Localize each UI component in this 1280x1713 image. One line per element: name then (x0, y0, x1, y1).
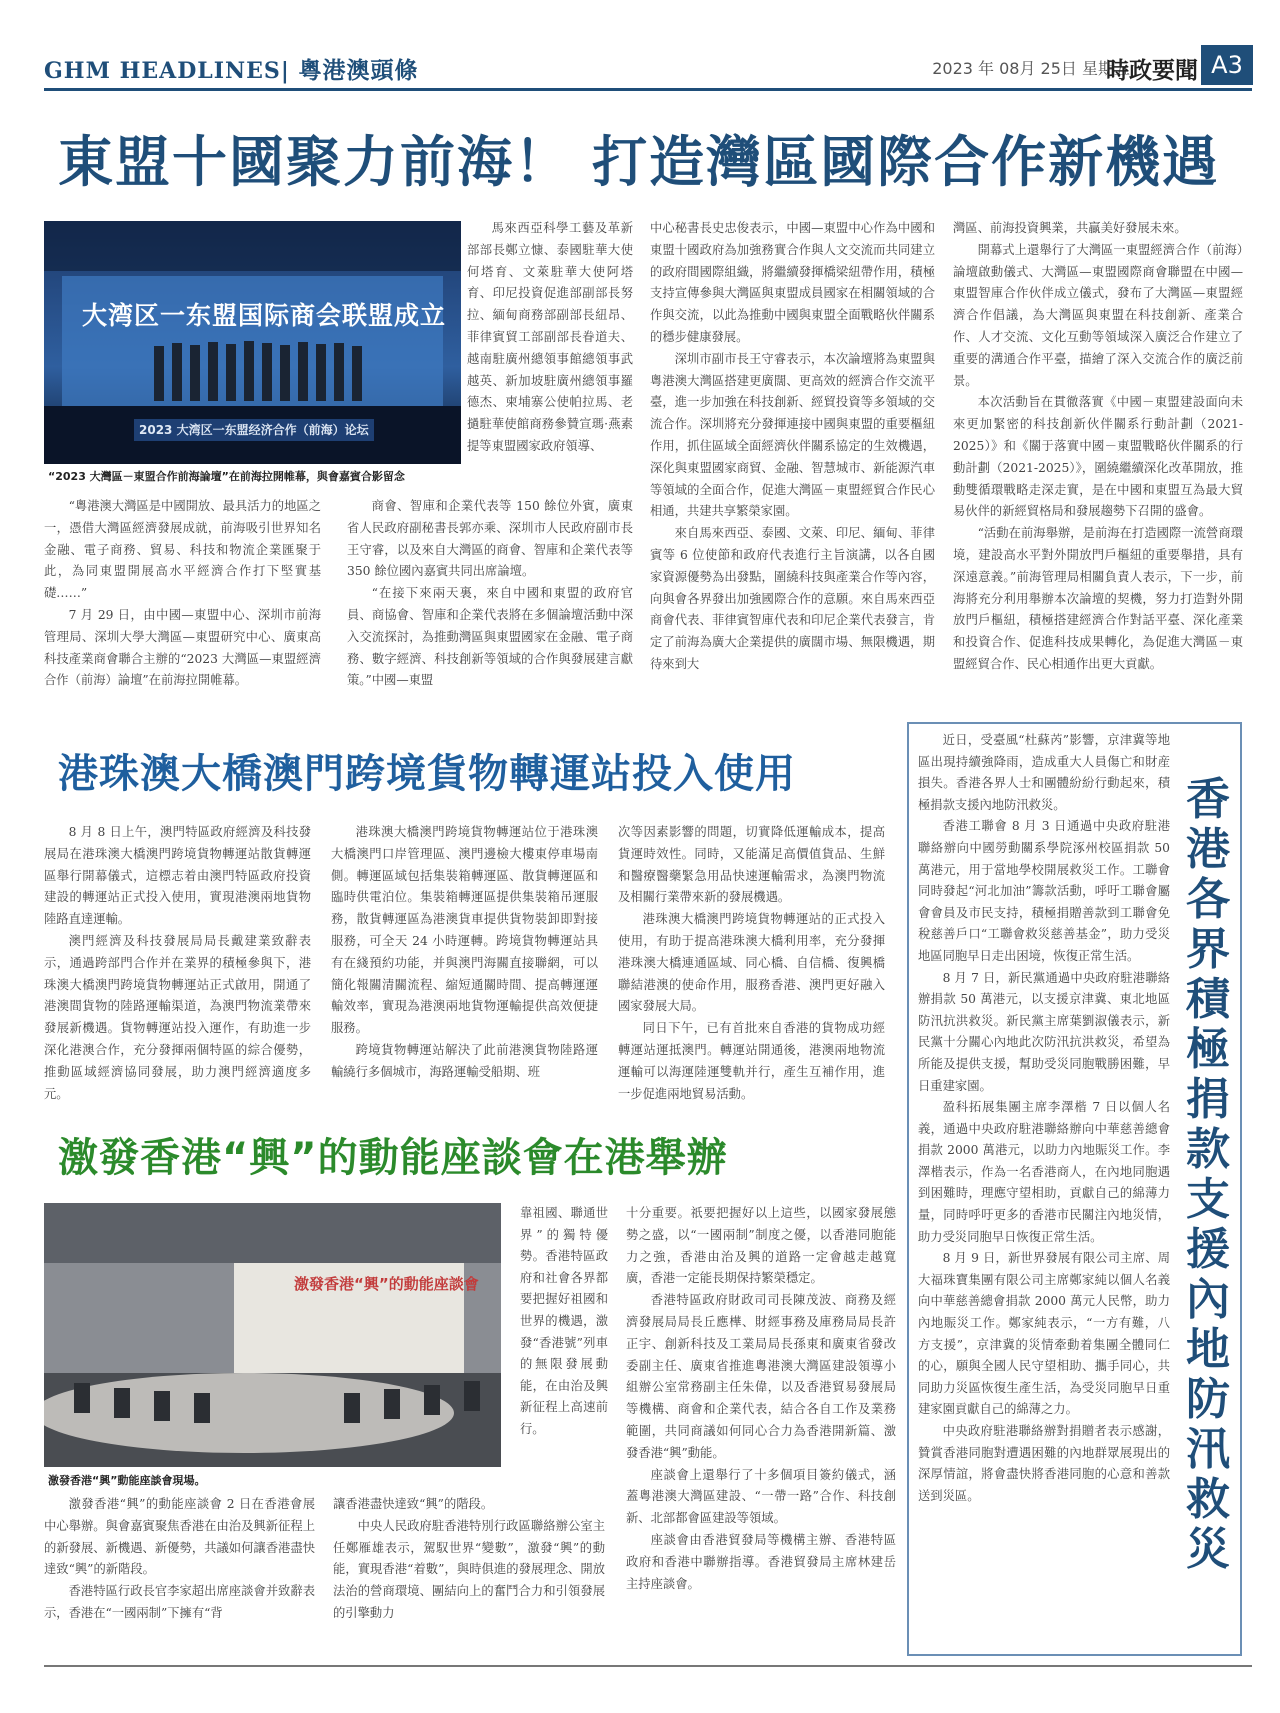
sidebar-title-char: 救 (1186, 1474, 1230, 1525)
paragraph: 十分重要。祇要把握好以上這些，以國家發展態勢之盛，以“一國兩制”制度之優，以香港同胞能力之強，香港由治及興的道路一定會越走越寬廣，香港一定能長期保持繁榮穩定。 (626, 1206, 896, 1286)
paragraph: “在接下來兩天裏，來自中國和東盟的政府官員、商協會、智庫和企業代表將在多個論壇活動中深入交流探討，為推動灣區與東盟國家在金融、電子商務、數字經濟、科技創新等領域的合作與發展建言獻策。”中國—東盟 (347, 586, 633, 688)
story1-caption: “2023 大灣區－東盟合作前海論壇”在前海拉開帷幕，與會嘉賓合影留念 (48, 470, 405, 483)
paragraph: 讓香港盡快達致“興”的階段。 (333, 1497, 494, 1511)
paragraph: “粵港澳大灣區是中國開放、最具活力的地區之一，憑借大灣區經濟發展成就，前海吸引世界知名金融、電子商務、貿易、科技和物流企業匯聚于此，為同東盟開展高水平經濟合作打下堅實基礎……” (44, 499, 321, 601)
paragraph: 深圳市副市長王守睿表示，本次論壇將為東盟與粵港澳大灣區搭建更廣闊、更高效的經濟合作交流平臺，進一步加強在科技創新、經貿投資等多領域的交流合作。深圳將充分發揮連接中國與東盟的重要樞紐作用，抓住區域全面經濟伙伴關系協定的生效機遇，深化與東盟國家商貿、金融、智慧城市、新能源汽車等領域的全面合作，促進大灣區－東盟經貿合作民心相通，共建共享繁榮家園。 (650, 351, 935, 519)
paragraph: 商會、智庫和企業代表等 150 餘位外賓，廣東省人民政府副秘書長郭亦乘、深圳市人民政府副市長王守睿，以及來自大灣區的商會、智庫和企業代表等 350 餘位國內嘉賓共同出席論壇。 (347, 499, 633, 579)
footer-rule (44, 1665, 1252, 1667)
paragraph: 靠祖國、聯通世界”的獨特優勢。香港特區政府和社會各界都要把握好祖國和世界的機遇，激發“香港號”列車的無限發展動能，在由治及興新征程上高速前行。 (520, 1206, 608, 1436)
story3-col-b (333, 1494, 605, 1659)
story1-col-b-upper (467, 218, 633, 494)
story1-col-c (650, 218, 935, 706)
story1-photo-banner: 大湾区一东盟国际商会联盟成立 (82, 301, 447, 330)
paragraph: 港珠澳大橋澳門跨境貨物轉運站的正式投入使用，有助于提高港珠澳大橋利用率，充分發揮港珠澳大橋連通區域、同心橋、自信橋、復興橋聯結港澳的使命作用，服務香港、澳門更好融入國家發展大局。 (618, 912, 885, 1014)
sidebar-title-char: 援 (1186, 1224, 1230, 1275)
story1-col-a (44, 496, 321, 706)
paragraph: 8 月 7 日，新民黨通過中央政府駐港聯絡辦捐款 50 萬港元，以支援京津冀、東北地區防汛抗洪救災。新民黨主席葉劉淑儀表示，新民黨十分關心內地此次防汛抗洪救災，希望為所能及提供支援，幫助受災同胞戰勝困難，早日重建家園。 (918, 970, 1170, 1093)
sidebar-title-char: 支 (1186, 1174, 1230, 1225)
story3-headline: 激發香港“興”的動能座談會在港舉辦 (58, 1135, 728, 1181)
sidebar-title-char: 捐 (1186, 1074, 1230, 1125)
story2-col-a (44, 822, 311, 1112)
paragraph: 香港特區行政長官李家超出席座談會并致辭表示，香港在“一國兩制”下擁有“背 (44, 1584, 315, 1620)
sidebar-title-char: 內 (1186, 1274, 1230, 1325)
story3-col-side (520, 1203, 608, 1483)
issue-date: 2023 年 08月 25日 星期五 (932, 59, 1130, 78)
sidebar-title-char: 界 (1186, 924, 1230, 975)
paragraph: “活動在前海舉辦，是前海在打造國際一流營商環境，建設高水平對外開放門戶樞紐的重要舉措，具有深遠意義。”前海管理局相關負責人表示，下一步，前海將充分利用舉辦本次論壇的契機，努力打造對外開放門戶樞紐，積極搭建經濟合作對話平臺、深化產業和投資合作、促進科技成果轉化，為促進大灣區－東盟經貿合作、民心相通作出更大貢獻。 (953, 526, 1243, 671)
paragraph: 香港特區政府財政司司長陳茂波、商務及經濟發展局局長丘應樺、財經事務及庫務局局長許正宇、創新科技及工業局局長孫東和廣東省發改委副主任、廣東省推進粵港澳大灣區建設領導小組辦公室常務副主任朱偉，以及香港貿易發展局等機構、商會和企業代表，結合各自工作及業務範圍，共同商議如何同心合力為香港開新篇、激發香港“興”動能。 (626, 1293, 896, 1460)
paragraph: 來自馬來西亞、泰國、文萊、印尼、緬甸、菲律賓等 6 位使節和政府代表進行主旨演講，以各自國家資源優勢為出發點，圍繞科技與產業合作等內容，向與會各界發出加強國際合作的意願。來自馬來西亞商會代表、菲律賓智庫代表和印尼企業代表發言，肯定了前海為廣大企業提供的廣闊市場、無限機遇，期待來到大 (650, 526, 935, 671)
sidebar-title (1178, 775, 1238, 1575)
sidebar-title-char: 香 (1186, 774, 1230, 825)
story2-col-b (331, 822, 598, 1112)
paragraph: 香港工聯會 8 月 3 日通過中央政府駐港聯絡辦向中國勞動關系學院涿州校區捐款 50 萬港元，用于當地學校開展救災工作。工聯會同時發起“河北加油”籌款活動，呼吁工聯會屬會會員及市民支持，積極捐贈善款到工聯會免稅慈善戶口“工聯會救災慈善基金”，助力受災地區同胞早日走出困境，恢復正常生活。 (918, 819, 1170, 963)
story1-col-b (347, 496, 633, 706)
brand-name-zh: 粵港澳頭條 (298, 58, 419, 84)
paragraph: 激發香港“興”的動能座談會 2 日在香港會展中心舉辦。與會嘉賓聚焦香港在由治及興新征程上的新發展、新機遇、新優勢，共議如何讓香港盡快達致“興”的新階段。 (44, 1497, 315, 1577)
paragraph: 中央人民政府駐香港特別行政區聯絡辦公室主任鄭雁雄表示，駕馭世界“變數”，激發“興”的動能，實現香港“着數”，與時俱進的發展理念、開放法治的營商環境、團結向上的奮鬥合力和引領發展的引擎動力 (333, 1518, 605, 1620)
brand-name: GHM HEADLINES (44, 58, 281, 84)
sidebar-title-char: 極 (1186, 1024, 1230, 1075)
paragraph: 馬來西亞科學工藝及革新部部長鄭立慷、泰國駐華大使何塔育、文萊駐華大使阿塔育、印尼投資促進部副部長努拉、緬甸商務部副部長紐昂、菲律賓貿工部副部長眷道夫、越南駐廣州總領事館總領事武越英、新加坡駐廣州總領事羅德杰、柬埔寨公使帕拉馬、老撾駐華使館商務參贊宣瑪·燕素提等東盟國家政府領導、 (467, 221, 633, 453)
story2-headline: 港珠澳大橋澳門跨境貨物轉運站投入使用 (58, 751, 796, 797)
paragraph: 7 月 29 日，由中國—東盟中心、深圳市前海管理局、深圳大學大灣區—東盟研究中心、廣東高科技產業商會聯合主辦的“2023 大灣區—東盟經濟合作（前海）論壇”在前海拉開帷幕。 (44, 607, 321, 688)
story1-photo-subbanner: 2023 大湾区一东盟经济合作（前海）论坛 (139, 423, 369, 437)
story1-col-d (953, 218, 1243, 706)
paragraph: 中心秘書長史忠俊表示，中國—東盟中心作為中國和東盟十國政府為加強務實合作與人文交流而共同建立的政府間國際組織，將繼續發揮橋梁紐帶作用，積極支持宣傳參與大灣區與東盟成員國家在相關領域的合作與交流，以此為推動中國與東盟全面戰略伙伴關系的穩步健康發展。 (650, 221, 935, 344)
story3-col-c (626, 1203, 896, 1659)
paragraph: 近日，受臺風“杜蘇芮”影響，京津冀等地區出現持續強降雨，造成重大人員傷亡和財産損失。香港各界人士和團體紛紛行動起來，積極捐款支援內地防汛救災。 (918, 733, 1170, 812)
paragraph: 同日下午，已有首批來自香港的貨物成功經轉運站運抵澳門。轉運站開通後，港澳兩地物流運輸可以海運陸運雙軌并行，產生互補作用，進一步促進兩地貿易活動。 (618, 1021, 885, 1101)
paragraph: 次等因素影響的問題，切實降低運輸成本，提高貨運時效性。同時，又能滿足高價值貨品、生鮮和醫療醫藥緊急用品快速運輸需求，為澳門物流及相關行業帶來新的發展機遇。 (618, 825, 885, 905)
paragraph: 中央政府駐港聯絡辦對捐贈者表示感謝，贊賞香港同胞對遭遇困難的內地群眾展現出的深厚情誼，將會盡快將香港同胞的心意和善款送到災區。 (918, 1424, 1170, 1503)
sidebar-title-char: 防 (1186, 1374, 1230, 1425)
page-number: A3 (1201, 45, 1253, 85)
masthead: GHM HEADLINES| 粵港澳頭條 (44, 58, 419, 84)
paragraph: 港珠澳大橋澳門跨境貨物轉運站位于港珠澳大橋澳門口岸管理區、澳門邊檢大樓東停車場南側。轉運區域包括集裝箱轉運區、散貨轉運區和臨時供電泊位。集裝箱轉運區提供集裝箱吊運服務，散貨轉運區為港澳貨車提供貨物裝卸即對接服務，可全天 24 小時運轉。跨境貨物轉運站具有在綫預約功能，并與澳門海關直接聯網，可以簡化報關清關流程、縮短通關時間、提高轉運運輸效率，實現為港澳兩地貨物運輸提供高效便捷服務。 (331, 825, 598, 1036)
story2-col-c (618, 822, 885, 1112)
paragraph: 開幕式上還舉行了大灣區一東盟經濟合作（前海）論壇啟動儀式、大灣區—東盟國際商會聯盟在中國—東盟智庫合作伙伴成立儀式，發布了大灣區—東盟經濟合作倡議，為大灣區與東盟在科技創新、產業合作、人才交流、文化互動等領域深入廣泛合作建立了重要的溝通合作平臺，描繪了深入交流合作的廣泛前景。 (953, 242, 1243, 388)
paragraph: 跨境貨物轉運站解決了此前港澳貨物陸路運輸繞行多個城市，海路運輸受船期、班 (331, 1042, 598, 1079)
section-name: 時政要聞 (1106, 58, 1198, 84)
story3-col-a (44, 1494, 315, 1659)
story1-photo (44, 221, 461, 464)
sidebar-title-char: 地 (1186, 1324, 1230, 1375)
header-rule (44, 88, 1252, 91)
paragraph: 8 月 9 日，新世界發展有限公司主席、周大福珠寶集團有限公司主席鄭家純以個人名義向中華慈善總會捐款 2000 萬元人民幣，助力內地賑災工作。鄭家純表示，“一方有難，八方支援”，京津冀的災情牽動着集團全體同仁的心，願與全國人民守望相助、攜手同心，共同助力災區恢復生產生活，為受災同胞早日重建家園貢獻自己的綿薄之力。 (918, 1251, 1170, 1417)
paragraph: 本次活動旨在貫徹落實《中國－東盟建設面向未來更加緊密的科技創新伙伴關系行動計劃（2021-2025）》和《關于落實中國－東盟戰略伙伴關系的行動計劃（2021-2025）》，圍繞繼續深化改革開放，推動雙循環戰略走深走實，是在中國和東盟互為最大貿易伙伴的新經貿格局和發展趨勢下召開的盛會。 (953, 395, 1243, 519)
paragraph: 8 月 8 日上午，澳門特區政府經濟及科技發展局在港珠澳大橋澳門跨境貨物轉運站散貨轉運區舉行開幕儀式，這標志着由澳門特區政府投資建設的轉運站正式投入使用，實現港澳兩地貨物陸路直達運輸。 (44, 825, 311, 927)
sidebar-title-char: 港 (1186, 824, 1230, 875)
paragraph: 座談會由香港貿發局等機構主辦、香港特區政府和香港中聯辦指導。香港貿發局主席林建岳主持座談會。 (626, 1532, 896, 1591)
paragraph: 灣區、前海投資興業，共贏美好發展未來。 (953, 221, 1187, 235)
story3-photo-graphic (44, 1203, 501, 1467)
sidebar-text (918, 730, 1170, 1650)
paragraph: 澳門經濟及科技發展局局長戴建業致辭表示，通過跨部門合作并在業界的積極參與下，港珠澳大橋澳門跨境貨物轉運站正式啟用，開通了港澳間貨物的陸路運輸渠道，為澳門物流業帶來發展新機遇。貨物轉運站投入運作，有助進一步深化港澳合作，充分發揮兩個特區的綜合優勢，推動區域經濟協同發展，助力澳門經濟適度多元。 (44, 933, 311, 1101)
sidebar-title-char: 各 (1186, 874, 1230, 925)
paragraph: 盈科拓展集團主席李澤楷 7 日以個人名義，通過中央政府駐港聯絡辦向中華慈善總會捐款 2000 萬港元，以助力內地賑災工作。李澤楷表示，作為一名香港商人，在內地同胞遇到困難時，理應守望相助，貢獻自己的綿薄力量，同時呼吁更多的香港市民關注內地災情，助力受災同胞早日恢復正常生活。 (918, 1100, 1170, 1244)
story3-caption: 激發香港“興”動能座談會現場。 (48, 1474, 206, 1487)
sidebar-title-char: 積 (1186, 974, 1230, 1025)
story3-photo (44, 1203, 501, 1467)
sidebar-title-char: 款 (1186, 1124, 1230, 1175)
story1-headline: 東盟十國聚力前海！ 打造灣區國際合作新機遇 (58, 130, 1220, 194)
sidebar-title-char: 災 (1186, 1524, 1230, 1575)
paragraph: 座談會上還舉行了十多個項目簽約儀式，涵蓋粵港澳大灣區建設、“一帶一路”合作、科技創新、北部都會區建設等領域。 (626, 1467, 896, 1526)
sidebar-title-char: 汛 (1186, 1424, 1230, 1475)
story3-photo-banner: 激發香港“興”的動能座談會 (294, 1275, 479, 1293)
